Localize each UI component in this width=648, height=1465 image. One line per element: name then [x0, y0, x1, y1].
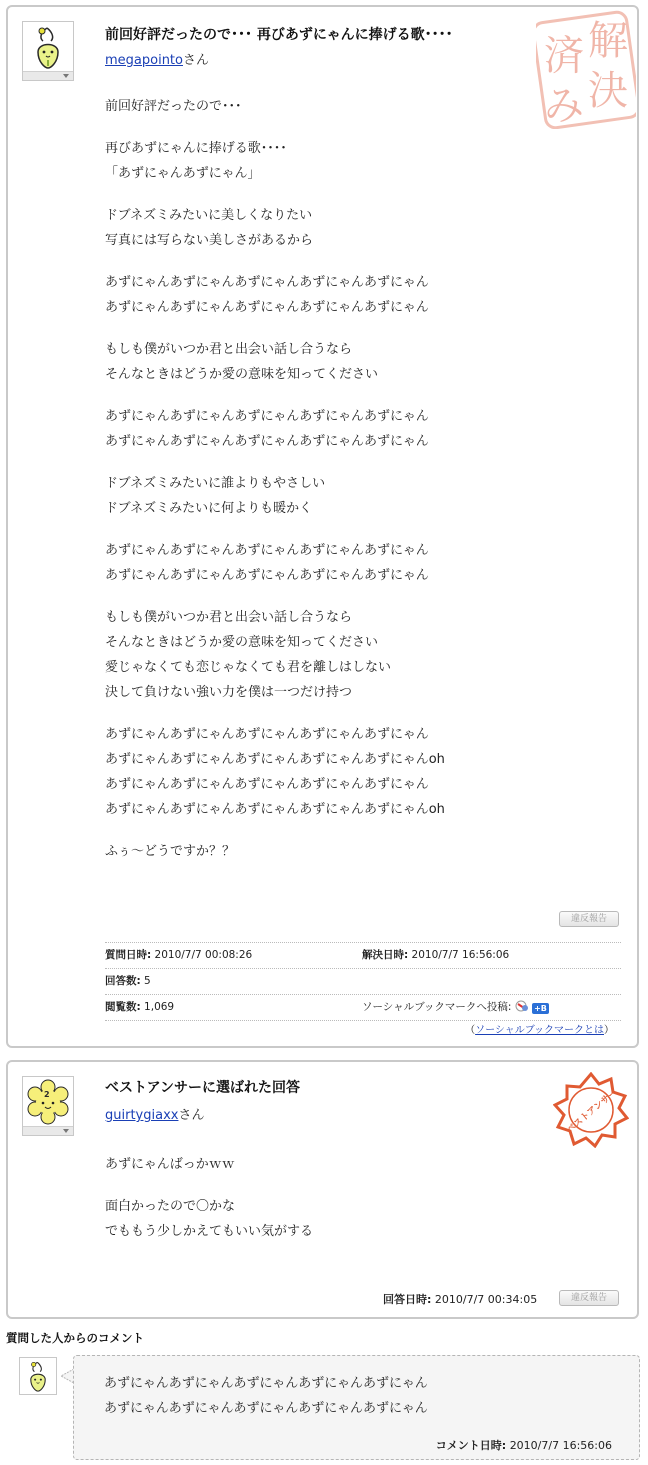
questioner-byline [105, 49, 209, 68]
answer-count-value: 5 [144, 975, 151, 987]
questioner-name-link[interactable]: megapointo [105, 53, 183, 68]
meta-row-views [105, 994, 621, 1021]
social-bookmark [362, 995, 549, 1020]
view-count-label: 閲覧数: [105, 1001, 141, 1013]
answered-date-label: 回答日時: [383, 1293, 432, 1306]
answerer-byline [105, 1104, 204, 1123]
comment-date [436, 1437, 612, 1453]
asked-date [105, 943, 252, 968]
body-paragraph [105, 839, 445, 864]
meta-row-dates [105, 942, 621, 968]
question-title: 前回好評だったので･･･ 再びあずにゃんに捧げる歌････ [105, 27, 453, 43]
stamp-char-2: 済 [544, 33, 584, 79]
body-line: でももう少しかえてもいい気がする [105, 1224, 314, 1239]
body-line: そんなときはどうか愛の意味を知ってください [105, 635, 379, 650]
body-line: あずにゃんあずにゃんあずにゃんあずにゃんあずにゃん [105, 543, 429, 558]
comment-date-value: 2010/7/7 16:56:06 [509, 1439, 612, 1452]
social-bookmark-label: ソーシャルブックマークへ投稿: [362, 1001, 512, 1013]
comment-line: あずにゃんあずにゃんあずにゃんあずにゃんあずにゃん [104, 1401, 428, 1416]
sprout-character-icon [20, 1358, 56, 1394]
answered-date-value: 2010/7/7 00:34:05 [434, 1293, 538, 1306]
body-paragraph [105, 94, 445, 119]
asked-date-value: 2010/7/7 00:08:26 [154, 949, 253, 961]
resolved-date [362, 943, 509, 968]
resolved-date-value: 2010/7/7 16:56:06 [411, 949, 510, 961]
best-answer-body [105, 1152, 313, 1261]
body-line: 「あずにゃんあずにゃん」 [105, 166, 261, 181]
body-line: あずにゃんあずにゃんあずにゃんあずにゃんあずにゃん [105, 568, 429, 583]
body-line: 前回好評だったので･･･ [105, 99, 242, 114]
best-answer-panel [6, 1060, 639, 1319]
sprout-character-icon [23, 22, 73, 72]
comment-line: あずにゃんあずにゃんあずにゃんあずにゃんあずにゃん [104, 1376, 428, 1391]
body-line: そんなときはどうか愛の意味を知ってください [105, 367, 379, 382]
body-line: あずにゃんあずにゃんあずにゃんあずにゃんあずにゃん [105, 777, 429, 792]
honorific-suffix: さん [178, 1108, 205, 1123]
comment-date-label: コメント日時: [435, 1439, 507, 1452]
body-paragraph [105, 605, 445, 705]
view-count [105, 995, 174, 1020]
meta-row-answers [105, 968, 621, 994]
body-line: 再びあずにゃんに捧げる歌････ [105, 141, 287, 156]
asked-date-label: 質問日時: [105, 949, 152, 961]
best-answer-stamp-text: ベストアンサー [565, 1087, 620, 1136]
answered-date [383, 1291, 537, 1307]
body-paragraph [105, 337, 445, 387]
commenter-avatar[interactable] [19, 1357, 57, 1395]
hatena-bookmark-icon[interactable]: +B [534, 1004, 547, 1013]
honorific-suffix: さん [183, 53, 210, 68]
body-line: 愛じゃなくても恋じゃなくても君を離しはしない [105, 660, 392, 675]
answer-count [105, 969, 151, 994]
question-body [105, 94, 445, 881]
body-line: あずにゃんあずにゃんあずにゃんあずにゃんあずにゃん [105, 434, 429, 449]
stamp-char-4: み [544, 83, 584, 129]
body-line: あずにゃんあずにゃんあずにゃんあずにゃんあずにゃんoh [105, 802, 445, 817]
body-line: もしも僕がいつか君と出会い話し合うなら [105, 342, 353, 357]
body-line: あずにゃんあずにゃんあずにゃんあずにゃんあずにゃん [105, 727, 429, 742]
help-paren-open: （ [465, 1025, 476, 1036]
body-paragraph [105, 136, 445, 186]
social-bookmark-help-link[interactable]: ソーシャルブックマークとは [475, 1025, 604, 1036]
answerer-avatar[interactable] [22, 1076, 74, 1136]
body-paragraph [105, 722, 445, 822]
body-line: あずにゃんばっかｗｗ [105, 1157, 235, 1172]
body-line: あずにゃんあずにゃんあずにゃんあずにゃんあずにゃん [105, 300, 429, 315]
question-panel [6, 5, 639, 1048]
view-count-value: 1,069 [144, 1001, 175, 1013]
body-line: ドブネズミみたいに美しくなりたい [105, 208, 313, 223]
avatar-menu-toggle[interactable] [23, 1126, 73, 1135]
body-paragraph [105, 1194, 313, 1244]
body-line: あずにゃんあずにゃんあずにゃんあずにゃんあずにゃん [105, 275, 429, 290]
body-paragraph [105, 1152, 313, 1177]
stamp-char-3: 決 [588, 68, 628, 114]
body-paragraph [105, 471, 445, 521]
comment-body [104, 1371, 428, 1421]
body-line: 写真には写らない美しさがあるから [105, 233, 314, 248]
answer-count-label: 回答数: [105, 975, 141, 987]
best-answer-heading: ベストアンサーに選ばれた回答 [105, 1080, 301, 1096]
body-paragraph [105, 270, 445, 320]
resolved-stamp-icon [536, 9, 636, 129]
questioner-avatar[interactable] [22, 21, 74, 81]
body-line: 面白かったので〇かな [105, 1199, 236, 1214]
stamp-char-1: 解 [588, 18, 628, 64]
body-line: 決して負けない強い力を僕は一つだけ持つ [105, 685, 353, 700]
resolved-date-label: 解決日時: [362, 949, 409, 961]
question-meta-table [105, 942, 621, 1021]
body-paragraph [105, 404, 445, 454]
help-paren-close: ） [604, 1025, 614, 1036]
best-answer-stamp-icon [553, 1072, 629, 1148]
body-line: もしも僕がいつか君と出会い話し合うなら [105, 610, 353, 625]
social-bookmark-help [465, 1021, 614, 1036]
questioner-comment-heading: 質問した人からのコメント [6, 1331, 144, 1345]
flower-character-icon [23, 1077, 73, 1127]
body-line: ドブネズミみたいに誰よりもやさしい [105, 476, 326, 491]
report-violation-button[interactable]: 違反報告 [559, 1290, 619, 1306]
body-line: あずにゃんあずにゃんあずにゃんあずにゃんあずにゃんoh [105, 752, 445, 767]
questioner-comment-bubble [73, 1355, 640, 1460]
body-paragraph [105, 203, 445, 253]
body-line: ドブネズミみたいに何よりも暖かく [105, 501, 313, 516]
yahoo-bookmark-icon[interactable] [515, 999, 529, 1013]
body-line: あずにゃんあずにゃんあずにゃんあずにゃんあずにゃん [105, 409, 429, 424]
avatar-menu-toggle[interactable] [23, 71, 73, 80]
body-line: ふぅ～どうですか？？ [105, 844, 236, 859]
answerer-name-link[interactable]: guirtygiaxx [105, 1108, 179, 1123]
body-paragraph [105, 538, 445, 588]
report-violation-button[interactable]: 違反報告 [559, 911, 619, 927]
avatar-badge: 2 [44, 1090, 50, 1099]
